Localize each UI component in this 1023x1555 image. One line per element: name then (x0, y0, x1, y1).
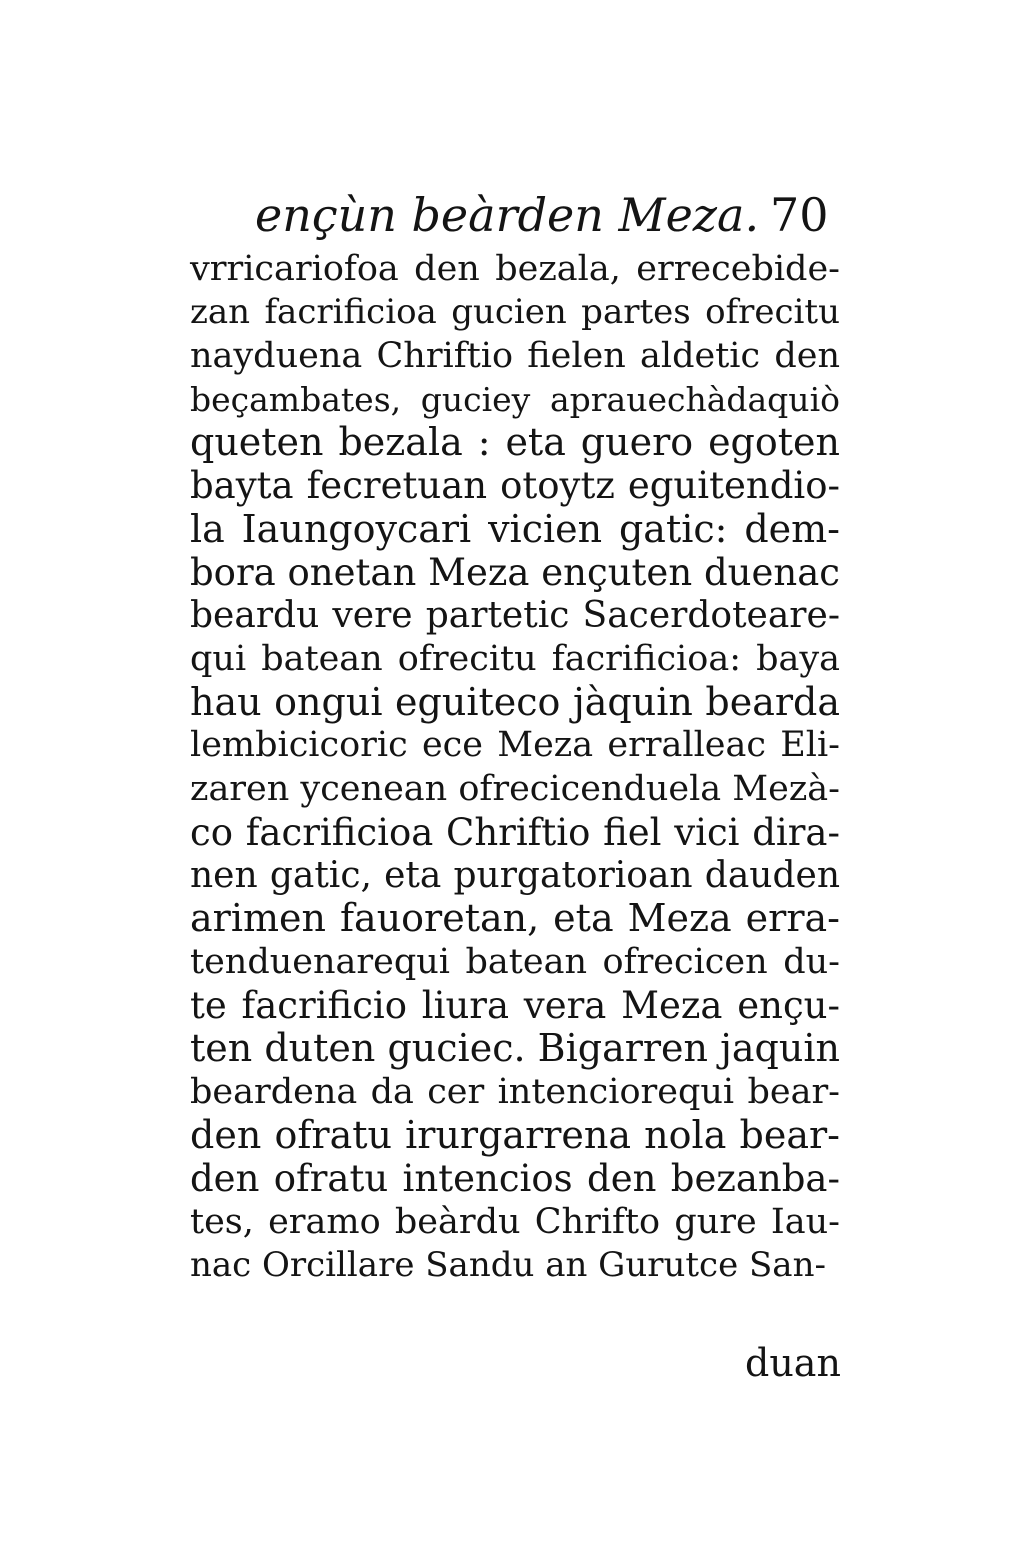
text-line: lembicicoric ece Meza erralleac Eli- (190, 725, 840, 766)
text-line: arimen fauoretan, eta Meza erra- (190, 896, 840, 941)
text-line: zaren ycenean ofrecicenduela Mezà- (190, 768, 840, 809)
text-line: zan facrificioa gucien partes ofrecitu (190, 292, 840, 333)
text-line: bora onetan Meza ençuten duenac (190, 551, 840, 595)
text-line: beardu vere partetic Sacerdoteare- (190, 595, 840, 637)
text-line: ten duten guciec. Bigarren jaquin (190, 1026, 840, 1071)
text-line: queten bezala : eta guero egoten (190, 420, 840, 465)
body-text (190, 248, 840, 1287)
running-head (255, 188, 835, 248)
text-line: co facrificioa Chriftio fiel vici dira- (190, 810, 840, 854)
text-line: la Iaungoycari vicien gatic: dem- (190, 506, 840, 551)
text-line: vrricariofoa den bezala, errecebide- (190, 249, 840, 289)
text-line: bayta fecretuan otoytz eguitendio- (190, 464, 840, 508)
page-number: 70 (770, 188, 829, 242)
text-line: den ofratu intencios den bezanba- (190, 1157, 840, 1201)
text-line: hau ongui eguiteco jàquin bearda (190, 679, 840, 724)
text-line: tes, eramo beàrdu Chrifto gure Iau- (190, 1201, 840, 1242)
text-line: beardena da cer intenciorequi bear- (190, 1071, 840, 1112)
text-line: nac Orcillare Sandu an Gurutce San- (190, 1244, 826, 1285)
text-line: den ofratu irurgarrena nola bear- (190, 1112, 840, 1157)
catchword: duan (745, 1341, 841, 1385)
text-line: qui batean ofrecitu facrificioa: baya (190, 638, 840, 679)
text-line: beçambates, guciey aprauechàdaquiò (190, 379, 840, 419)
text-line: nayduena Chriftio fielen aldetic den (190, 335, 840, 376)
text-line: tenduenarequi batean ofrecicen du- (190, 941, 840, 982)
text-line: te facrificio liura vera Meza ençu- (190, 984, 840, 1028)
running-title: ençùn beàrden Meza. (255, 188, 760, 242)
text-line: nen gatic, eta purgatorioan dauden (190, 855, 840, 897)
